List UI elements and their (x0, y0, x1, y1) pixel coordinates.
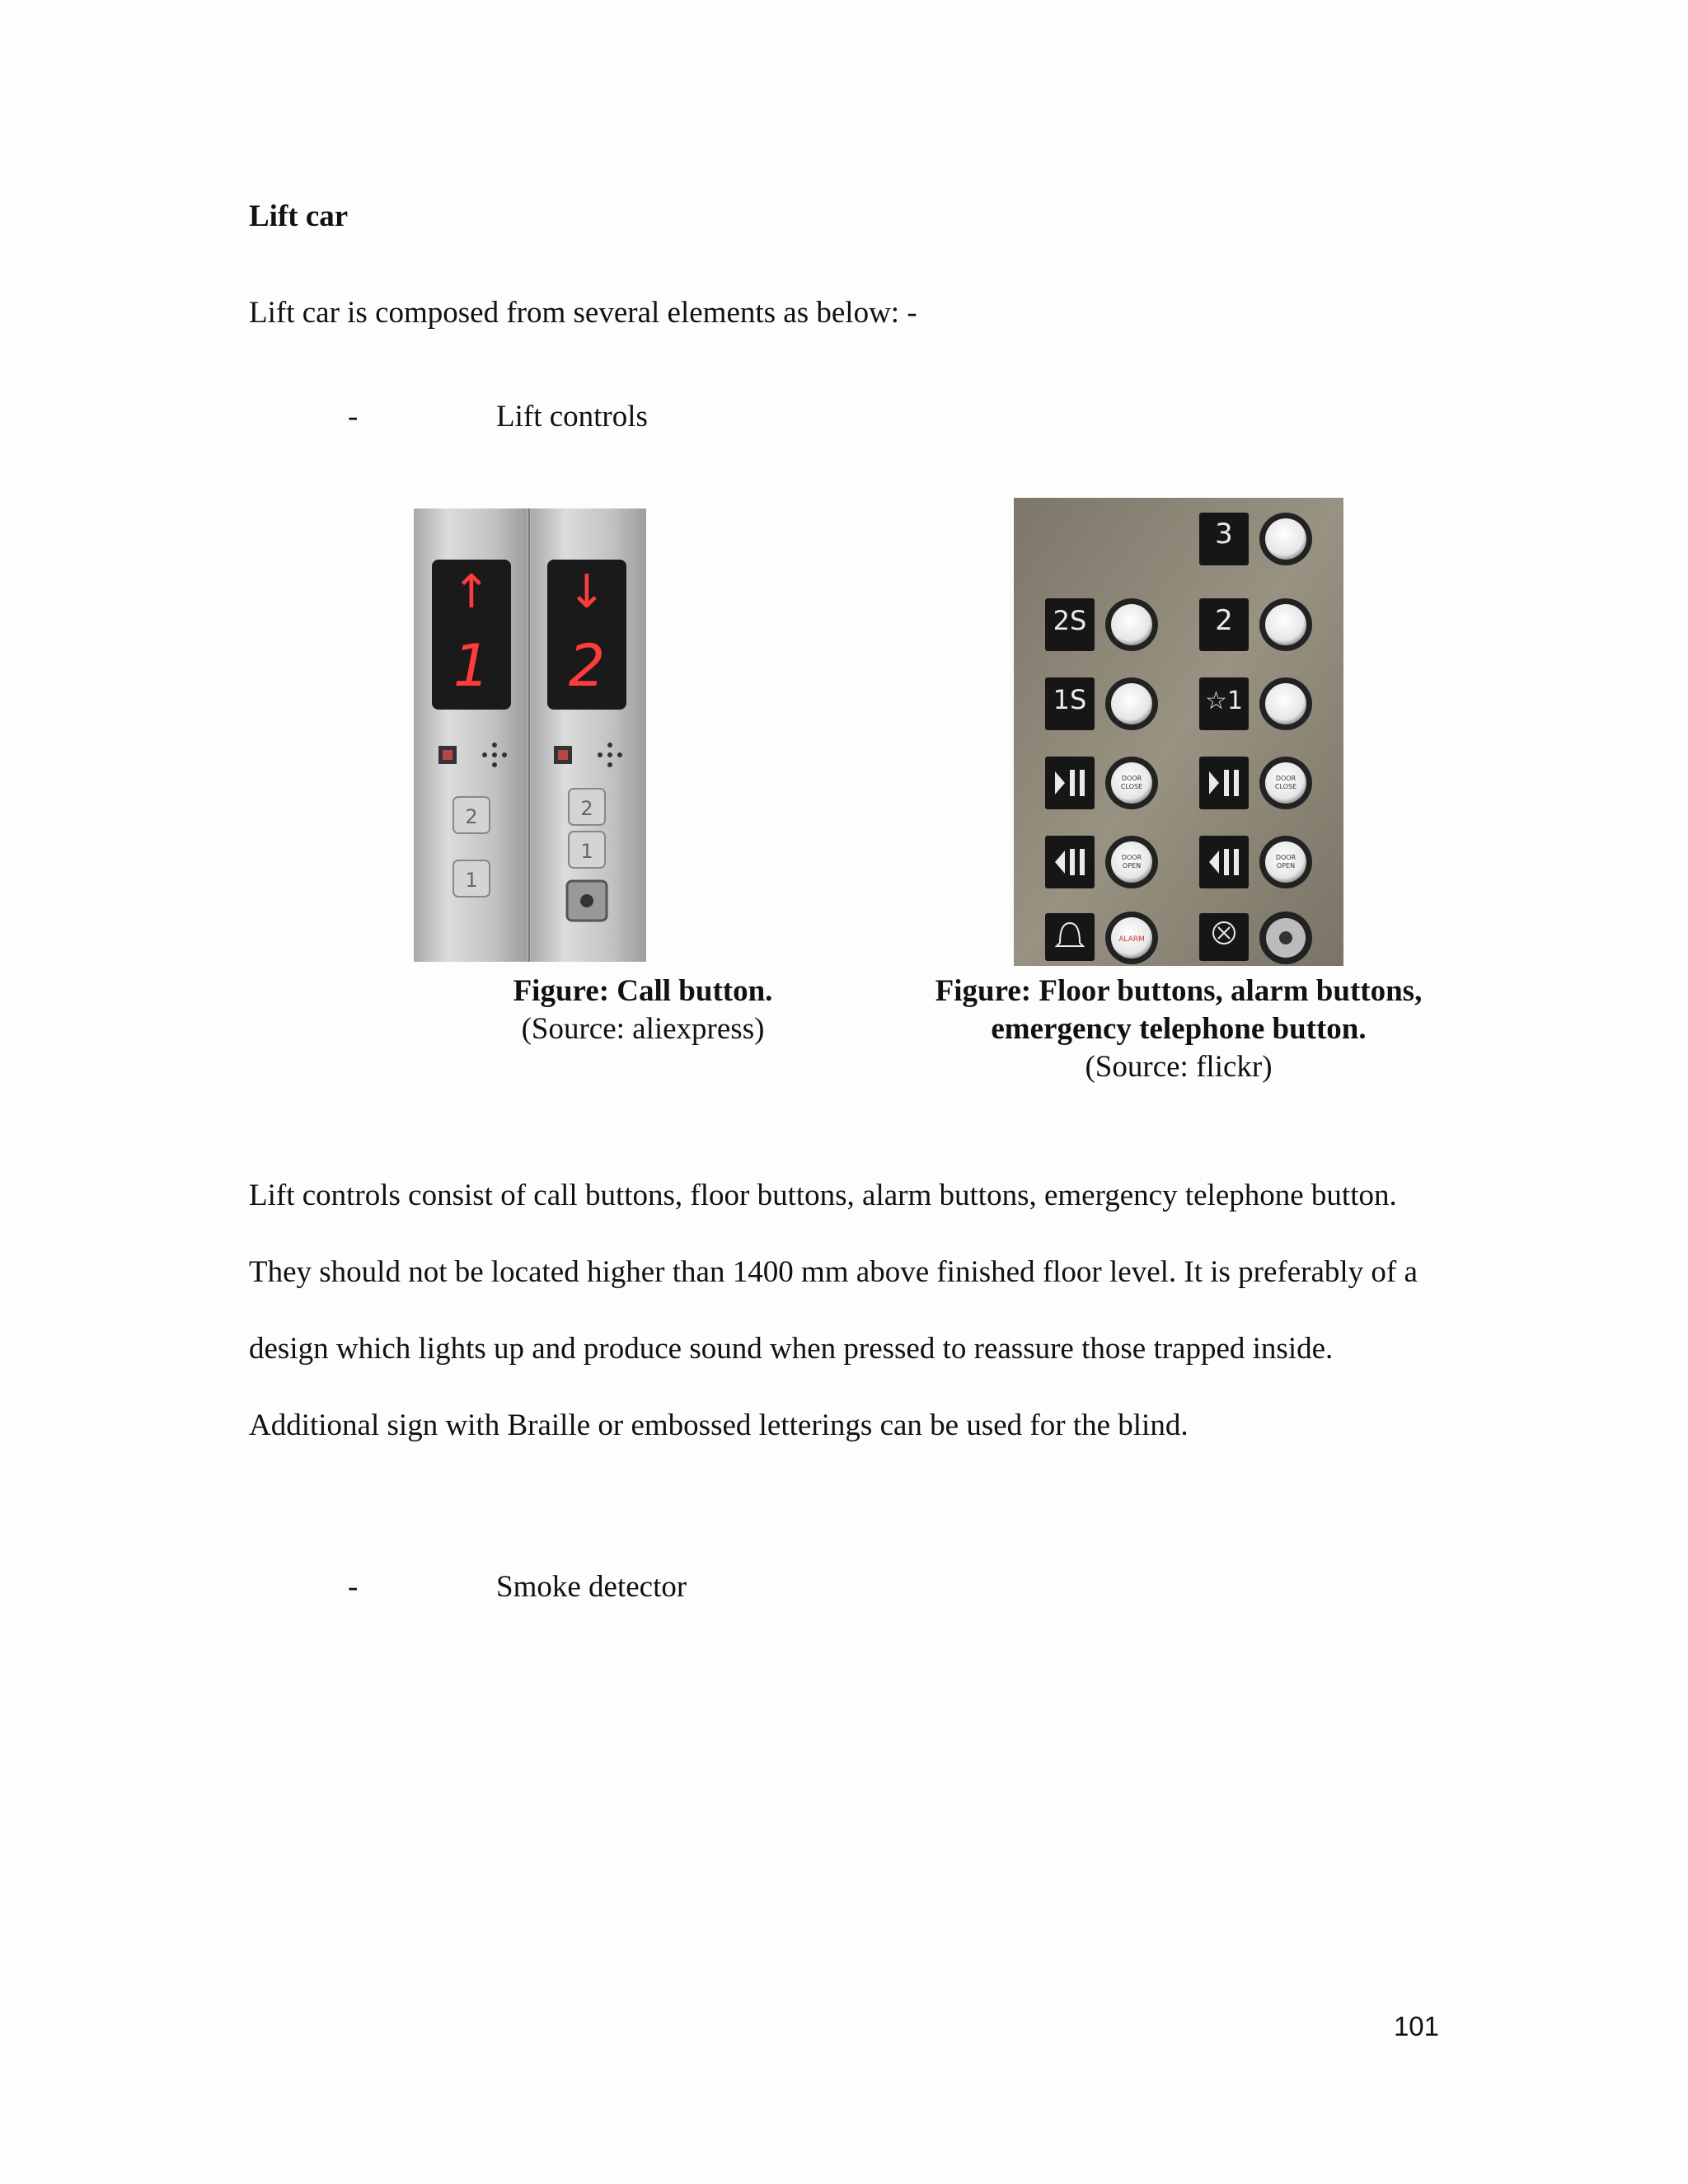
button-label: 2 (465, 805, 478, 828)
svg-text:OPEN: OPEN (1122, 862, 1142, 869)
door-close-label: DOOR (1121, 775, 1142, 782)
button-label: 1 (465, 869, 478, 892)
caption-source: (Source: aliexpress) (521, 1012, 765, 1046)
body-paragraph: Lift controls consist of call buttons, floor buttons, alarm buttons, emergency telephone button. They should not be located higher than 1400 mm above finished floor level. It is preferably of a design which lights up and produce sound when pressed to reassure those trapped inside. Additional sign with Braille or embossed letterings can be used for the blind. (249, 1179, 1418, 1442)
page-number: 101 (1393, 2011, 1439, 2041)
button-label: 1 (580, 840, 593, 863)
up-arrow-icon: ↑ (452, 565, 491, 619)
floor-digit: 1 (452, 632, 490, 700)
down-arrow-icon: ↓ (567, 565, 607, 619)
bullet-dash: - (348, 400, 359, 434)
bullet-smoke-detector (348, 1569, 1090, 1610)
intro-text: Lift car is composed from several elements as below: - (249, 296, 917, 330)
key-switch-icon (1279, 931, 1292, 944)
floor-label-1s: 1S (1053, 684, 1087, 715)
figure-caption-floor-buttons (931, 972, 1426, 1086)
caption-source: (Source: flickr) (1085, 1050, 1273, 1084)
svg-text:DOOR: DOOR (1121, 854, 1142, 861)
floor-label-2: 2 (1215, 604, 1233, 637)
bullet-text: Lift controls (496, 400, 648, 434)
floor-label-star-1: ☆1 (1205, 687, 1243, 715)
svg-text:CLOSE: CLOSE (1120, 783, 1143, 790)
bullet-lift-controls (348, 399, 1090, 440)
caption-title: Figure: Floor buttons, alarm buttons, emergency telephone button. (935, 974, 1423, 1046)
floor-digit: 2 (568, 632, 606, 700)
floor-buttons-photo (1014, 498, 1343, 966)
section-heading: Lift car (249, 199, 349, 233)
floor-label-2s: 2S (1053, 605, 1087, 636)
bullet-text: Smoke detector (496, 1570, 687, 1604)
call-button-photo (414, 509, 646, 962)
svg-text:CLOSE: CLOSE (1274, 783, 1297, 790)
figure-caption-call-button (437, 972, 849, 1048)
svg-text:DOOR: DOOR (1275, 854, 1296, 861)
floor-label-3: 3 (1215, 518, 1233, 551)
svg-text:OPEN: OPEN (1276, 862, 1296, 869)
svg-text:DOOR: DOOR (1275, 775, 1296, 782)
button-label: 2 (580, 797, 593, 820)
bullet-dash: - (348, 1570, 359, 1604)
caption-title: Figure: Call button. (513, 974, 773, 1008)
alarm-label: ALARM (1118, 935, 1145, 944)
